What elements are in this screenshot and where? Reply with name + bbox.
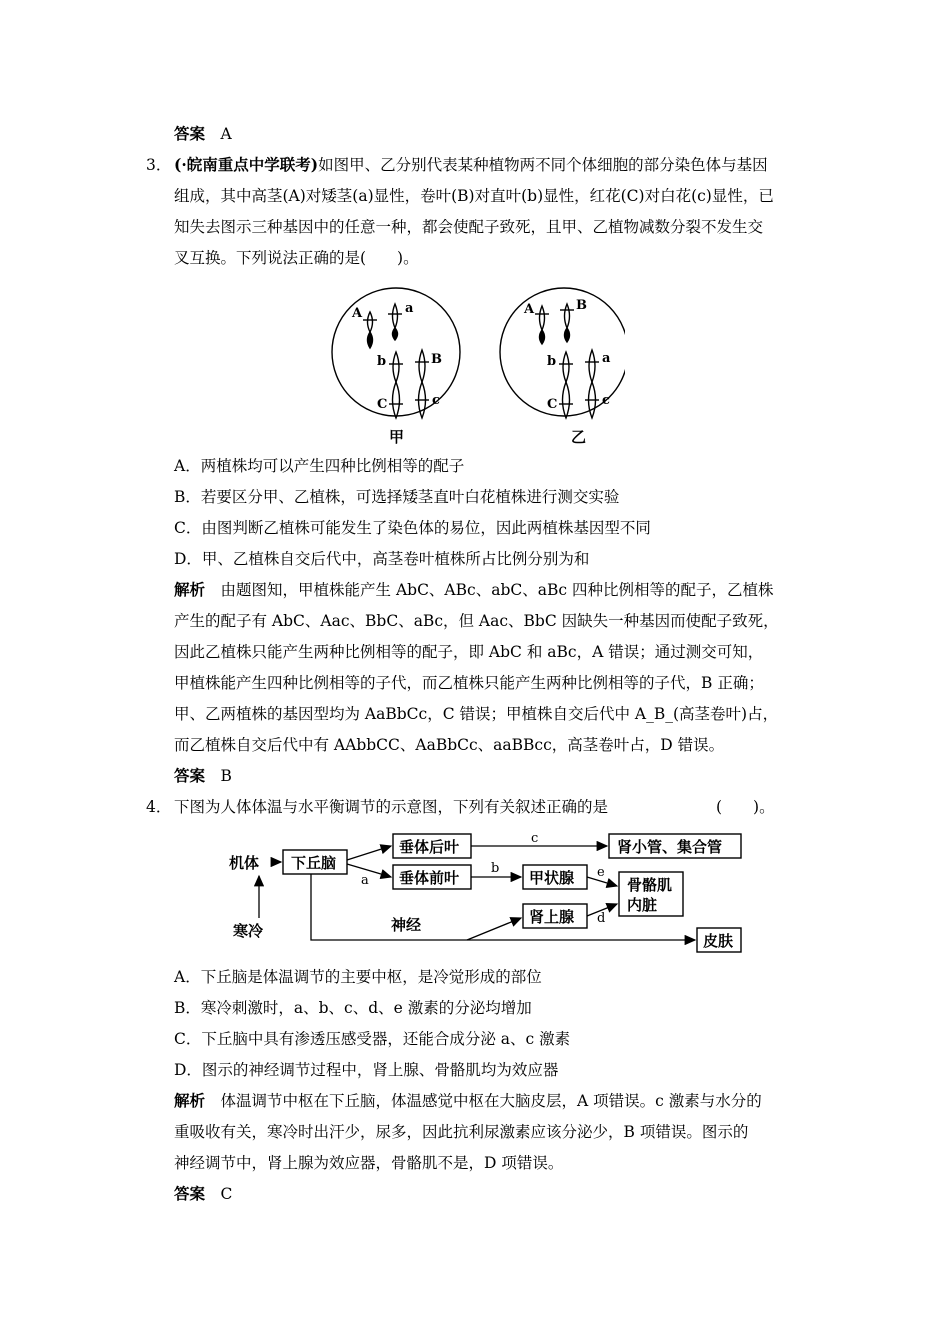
answer-value: C xyxy=(220,1185,233,1203)
q4-option-a: A．下丘脑是体温调节的主要中枢，是冷觉形成的部位 xyxy=(174,968,542,986)
label-b: b xyxy=(491,861,500,876)
gene-label: A xyxy=(524,302,535,317)
label-body: 机体 xyxy=(229,854,260,872)
text-viscera: 内脏 xyxy=(627,896,658,914)
gene-label: B xyxy=(576,298,587,313)
chromosome-figure xyxy=(325,280,625,450)
q3-analysis-line-2: 产生的配子有 AbC、Aac、BbC、aBc，但 Aac、BbC 因缺失一种基因而使配子致死， xyxy=(174,612,779,630)
q3-stem-text: 如图甲、乙分别代表某种植物两不同个体细胞的部分染色体与基因 xyxy=(318,156,768,174)
q4-option-c: C．下丘脑中具有渗透压感受器，还能合成分泌 a、c 激素 xyxy=(174,1030,571,1048)
q3-answer xyxy=(174,766,232,786)
analysis-text: 体温调节中枢在下丘脑，体温感觉中枢在大脑皮层，A 项错误。c 激素与水分的 xyxy=(220,1092,762,1110)
answer-label: 答案 xyxy=(174,1184,206,1203)
q3-analysis-line-5: 甲、乙两植株的基因型均为 AaBbCc，C 错误；甲植株自交后代中 A_B_(高茎卷叶)占， xyxy=(174,705,779,723)
text-kidney: 肾小管、集合管 xyxy=(617,838,723,856)
cell-jia-label: 甲 xyxy=(389,428,405,446)
q3-option-d: D．甲、乙植株自交后代中，高茎卷叶植株所占比例分别为和 xyxy=(174,550,590,568)
answer-label: 答案 xyxy=(174,766,206,785)
q3-analysis-line-1 xyxy=(174,580,773,600)
label-nerve: 神经 xyxy=(391,916,422,934)
q3-stem-line-2: 组成，其中高茎(A)对矮茎(a)显性，卷叶(B)对直叶(b)显性，红花(C)对白花(c)显性，已 xyxy=(174,187,774,205)
label-c: c xyxy=(531,831,539,846)
q4-analysis-line-3: 神经调节中，肾上腺为效应器，骨骼肌不是，D 项错误。 xyxy=(174,1154,564,1172)
q4-stem: 下图为人体体温与水平衡调节的示意图，下列有关叙述正确的是 xyxy=(174,798,609,816)
gene-label: A xyxy=(352,306,363,321)
analysis-label: 解析 xyxy=(174,1091,206,1110)
regulation-diagram xyxy=(225,826,745,956)
gene-label: b xyxy=(377,354,387,369)
text-adrenal: 肾上腺 xyxy=(529,908,575,926)
q3-option-b: B．若要区分甲、乙植株，可选择矮茎直叶白花植株进行测交实验 xyxy=(174,488,620,506)
gene-label: C xyxy=(547,397,558,412)
q3-analysis-line-6: 而乙植株自交后代中有 AAbbCC、AaBbCc、aaBBcc，高茎卷叶占，D 错误。 xyxy=(174,736,725,754)
q3-analysis-line-4: 甲植株能产生四种比例相等的子代，而乙植株只能产生两种比例相等的子代，B 正确； xyxy=(174,674,764,692)
q3-stem-line-4: 叉互换。下列说法正确的是( )。 xyxy=(174,249,419,267)
analysis-text: 由题图知，甲植株能产生 AbC、ABc、abC、aBc 四种比例相等的配子，乙植株 xyxy=(220,581,774,599)
label-cold: 寒冷 xyxy=(233,922,264,940)
label-d: d xyxy=(597,911,606,926)
text-thyroid: 甲状腺 xyxy=(529,869,575,887)
label-a: a xyxy=(361,873,369,888)
q3-stem-line-1 xyxy=(174,155,768,175)
q4-option-b: B．寒冷刺激时，a、b、c、d、e 激素的分泌均增加 xyxy=(174,999,532,1017)
q4-analysis-line-2: 重吸收有关，寒冷时出汗少，尿多，因此抗利尿激素应该分泌少，B 项错误。图示的 xyxy=(174,1123,749,1141)
q4-answer xyxy=(174,1184,232,1204)
text-hypothalamus: 下丘脑 xyxy=(291,854,337,872)
q3-source: (·皖南重点中学联考) xyxy=(174,155,319,174)
gene-label: c xyxy=(432,393,440,408)
q3-stem-line-3: 知失去图示三种基因中的任意一种，都会使配子致死，且甲、乙植物减数分裂不发生交 xyxy=(174,218,764,236)
q3-analysis-line-3: 因此乙植株只能产生两种比例相等的配子，即 AbC 和 aBc，A 错误；通过测交可知， xyxy=(174,643,764,661)
q4-option-d: D．图示的神经调节过程中，肾上腺、骨骼肌均为效应器 xyxy=(174,1061,559,1079)
answer-label: 答案 xyxy=(174,124,206,143)
text-anterior-pituitary: 垂体前叶 xyxy=(399,869,460,887)
q4-analysis-line-1 xyxy=(174,1091,762,1111)
cell-yi-label: 乙 xyxy=(571,428,587,446)
q2-answer xyxy=(174,124,232,144)
gene-label: c xyxy=(602,393,610,408)
answer-value: B xyxy=(220,767,232,785)
gene-label: C xyxy=(377,397,388,412)
gene-label: B xyxy=(431,352,442,367)
analysis-label: 解析 xyxy=(174,580,206,599)
text-muscle: 骨骼肌 xyxy=(627,876,673,894)
text-posterior-pituitary: 垂体后叶 xyxy=(399,838,460,856)
gene-label: a xyxy=(405,301,414,316)
gene-label: a xyxy=(602,351,611,366)
answer-value: A xyxy=(220,125,232,143)
q4-number: 4． xyxy=(146,798,172,816)
text-skin: 皮肤 xyxy=(703,932,734,950)
q3-option-a: A．两植株均可以产生四种比例相等的配子 xyxy=(174,457,465,475)
q3-option-c: C．由图判断乙植株可能发生了染色体的易位，因此两植株基因型不同 xyxy=(174,519,651,537)
q3-number: 3． xyxy=(146,156,172,174)
label-e: e xyxy=(597,865,605,880)
gene-label: b xyxy=(547,354,557,369)
q4-blank: ( )。 xyxy=(716,798,775,816)
